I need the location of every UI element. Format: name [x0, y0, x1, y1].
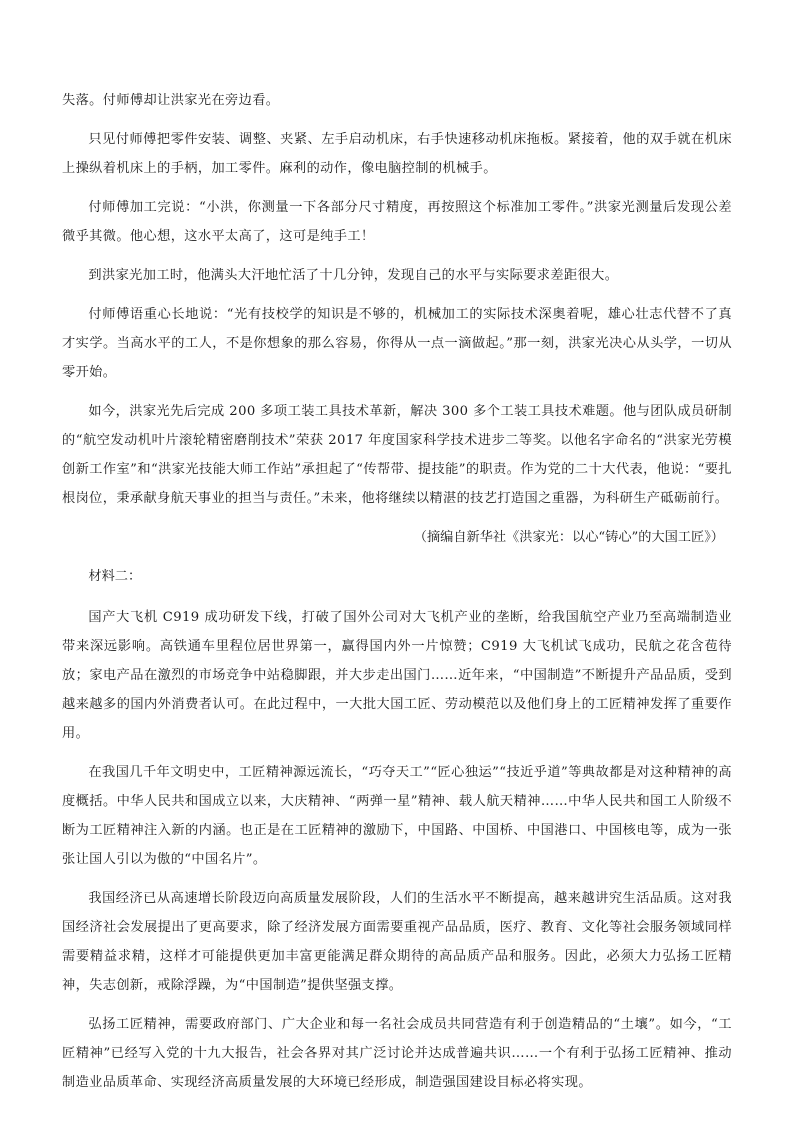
paragraph-continuation: 失落。付师傅却让洪家光在旁边看。	[62, 93, 280, 108]
paragraph: 如今，洪家光先后完成 200 多项工装工具技术革新，解决 300 多个工装工具技术难题。他与团队成员研制的“航空发动机叶片滚轮精密磨削技术”荣获 2017 年度国家科学技术进步二等奖。以他名字命名的“洪家光劳模创新工作室”和“洪家光技能大师工作站”承担起了“传帮带、提技能”的职责。作为党的二十大代表，他说：“要扎根岗位，秉承献身航天事业的担当与责任。”未来，他将继续以精湛的技艺打造国之重器，为科研生产砥砺前行。	[62, 404, 732, 506]
paragraph: 国产大飞机 C919 成功研发下线，打破了国外公司对大飞机产业的垄断，给我国航空产业乃至高端制造业带来深远影响。高铁通车里程位居世界第一，赢得国内外一片惊赞；C919 大飞机试飞成功，民航之花含苞待放；家电产品在激烈的市场竞争中站稳脚跟，并大步走出国门……近年来，“中国制造”不断提升产品品质，受到越来越多的国内外消费者认可。在此过程中，一大批大国工匠、劳动模范以及他们身上的工匠精神发挥了重要作用。	[62, 610, 732, 741]
paragraph: 在我国几千年文明史中，工匠精神源远流长，“巧夺天工”“匠心独运”“技近乎道”等典故都是对这种精神的高度概括。中华人民共和国成立以来，大庆精神、“两弹一星”精神、载人航天精神……中华人民共和国工人阶级不断为工匠精神注入新的内涵。也正是在工匠精神的激励下，中国路、中国桥、中国港口、中国核电等，成为一张张让国人引以为傲的“中国名片”。	[62, 765, 732, 867]
paragraph: 只见付师傅把零件安装、调整、夹紧、左手启动机床，右手快速移动机床拖板。紧接着，他的双手就在机床上操纵着机床上的手柄，加工零件。麻利的动作，像电脑控制的机械手。	[62, 132, 732, 176]
paragraph: 付师傅语重心长地说：“光有技校学的知识是不够的，机械加工的实际技术深奥着呢，雄心壮志代替不了真才实学。当高水平的工人，不是你想象的那么容易，你得从一点一滴做起。”那一刻，洪家光决心从头学，一切从零开始。	[62, 307, 732, 380]
paragraph: 付师傅加工完说：“小洪，你测量一下各部分尺寸精度，再按照这个标准加工零件。”洪家光测量后发现公差微乎其微。他心想，这水平太高了，这可是纯手工！	[62, 200, 732, 244]
section-label: 材料二：	[88, 569, 142, 584]
paragraph: 我国经济已从高速增长阶段迈向高质量发展阶段，人们的生活水平不断提高，越来越讲究生活品质。这对我国经济社会发展提出了更高要求，除了经济发展方面需要重视产品品质，医疗、教育、文化等社会服务领域同样需要精益求精，这样才可能提供更加丰富更能满足群众期待的高品质产品和服务。因此，必须大力弘扬工匠精神，失志创新，戒除浮躁，为“中国制造”提供坚强支撑。	[62, 891, 732, 993]
paragraph: 弘扬工匠精神，需要政府部门、广大企业和每一名社会成员共同营造有利于创造精品的“土壤”。如今，“工匠精神”已经写入党的十九大报告，社会各界对其广泛讨论并达成普遍共识……一个有利于弘扬工匠精神、推动制造业品质革命、实现经济高质量发展的大环境已经形成，制造强国建设目标必将实现。	[62, 1017, 732, 1090]
source-citation: （摘编自新华社《洪家光：以心“铸心”的大国工匠》）	[413, 530, 724, 545]
paragraph: 到洪家光加工时，他满头大汗地忙活了十几分钟，发现自己的水平与实际要求差距很大。	[88, 268, 619, 283]
